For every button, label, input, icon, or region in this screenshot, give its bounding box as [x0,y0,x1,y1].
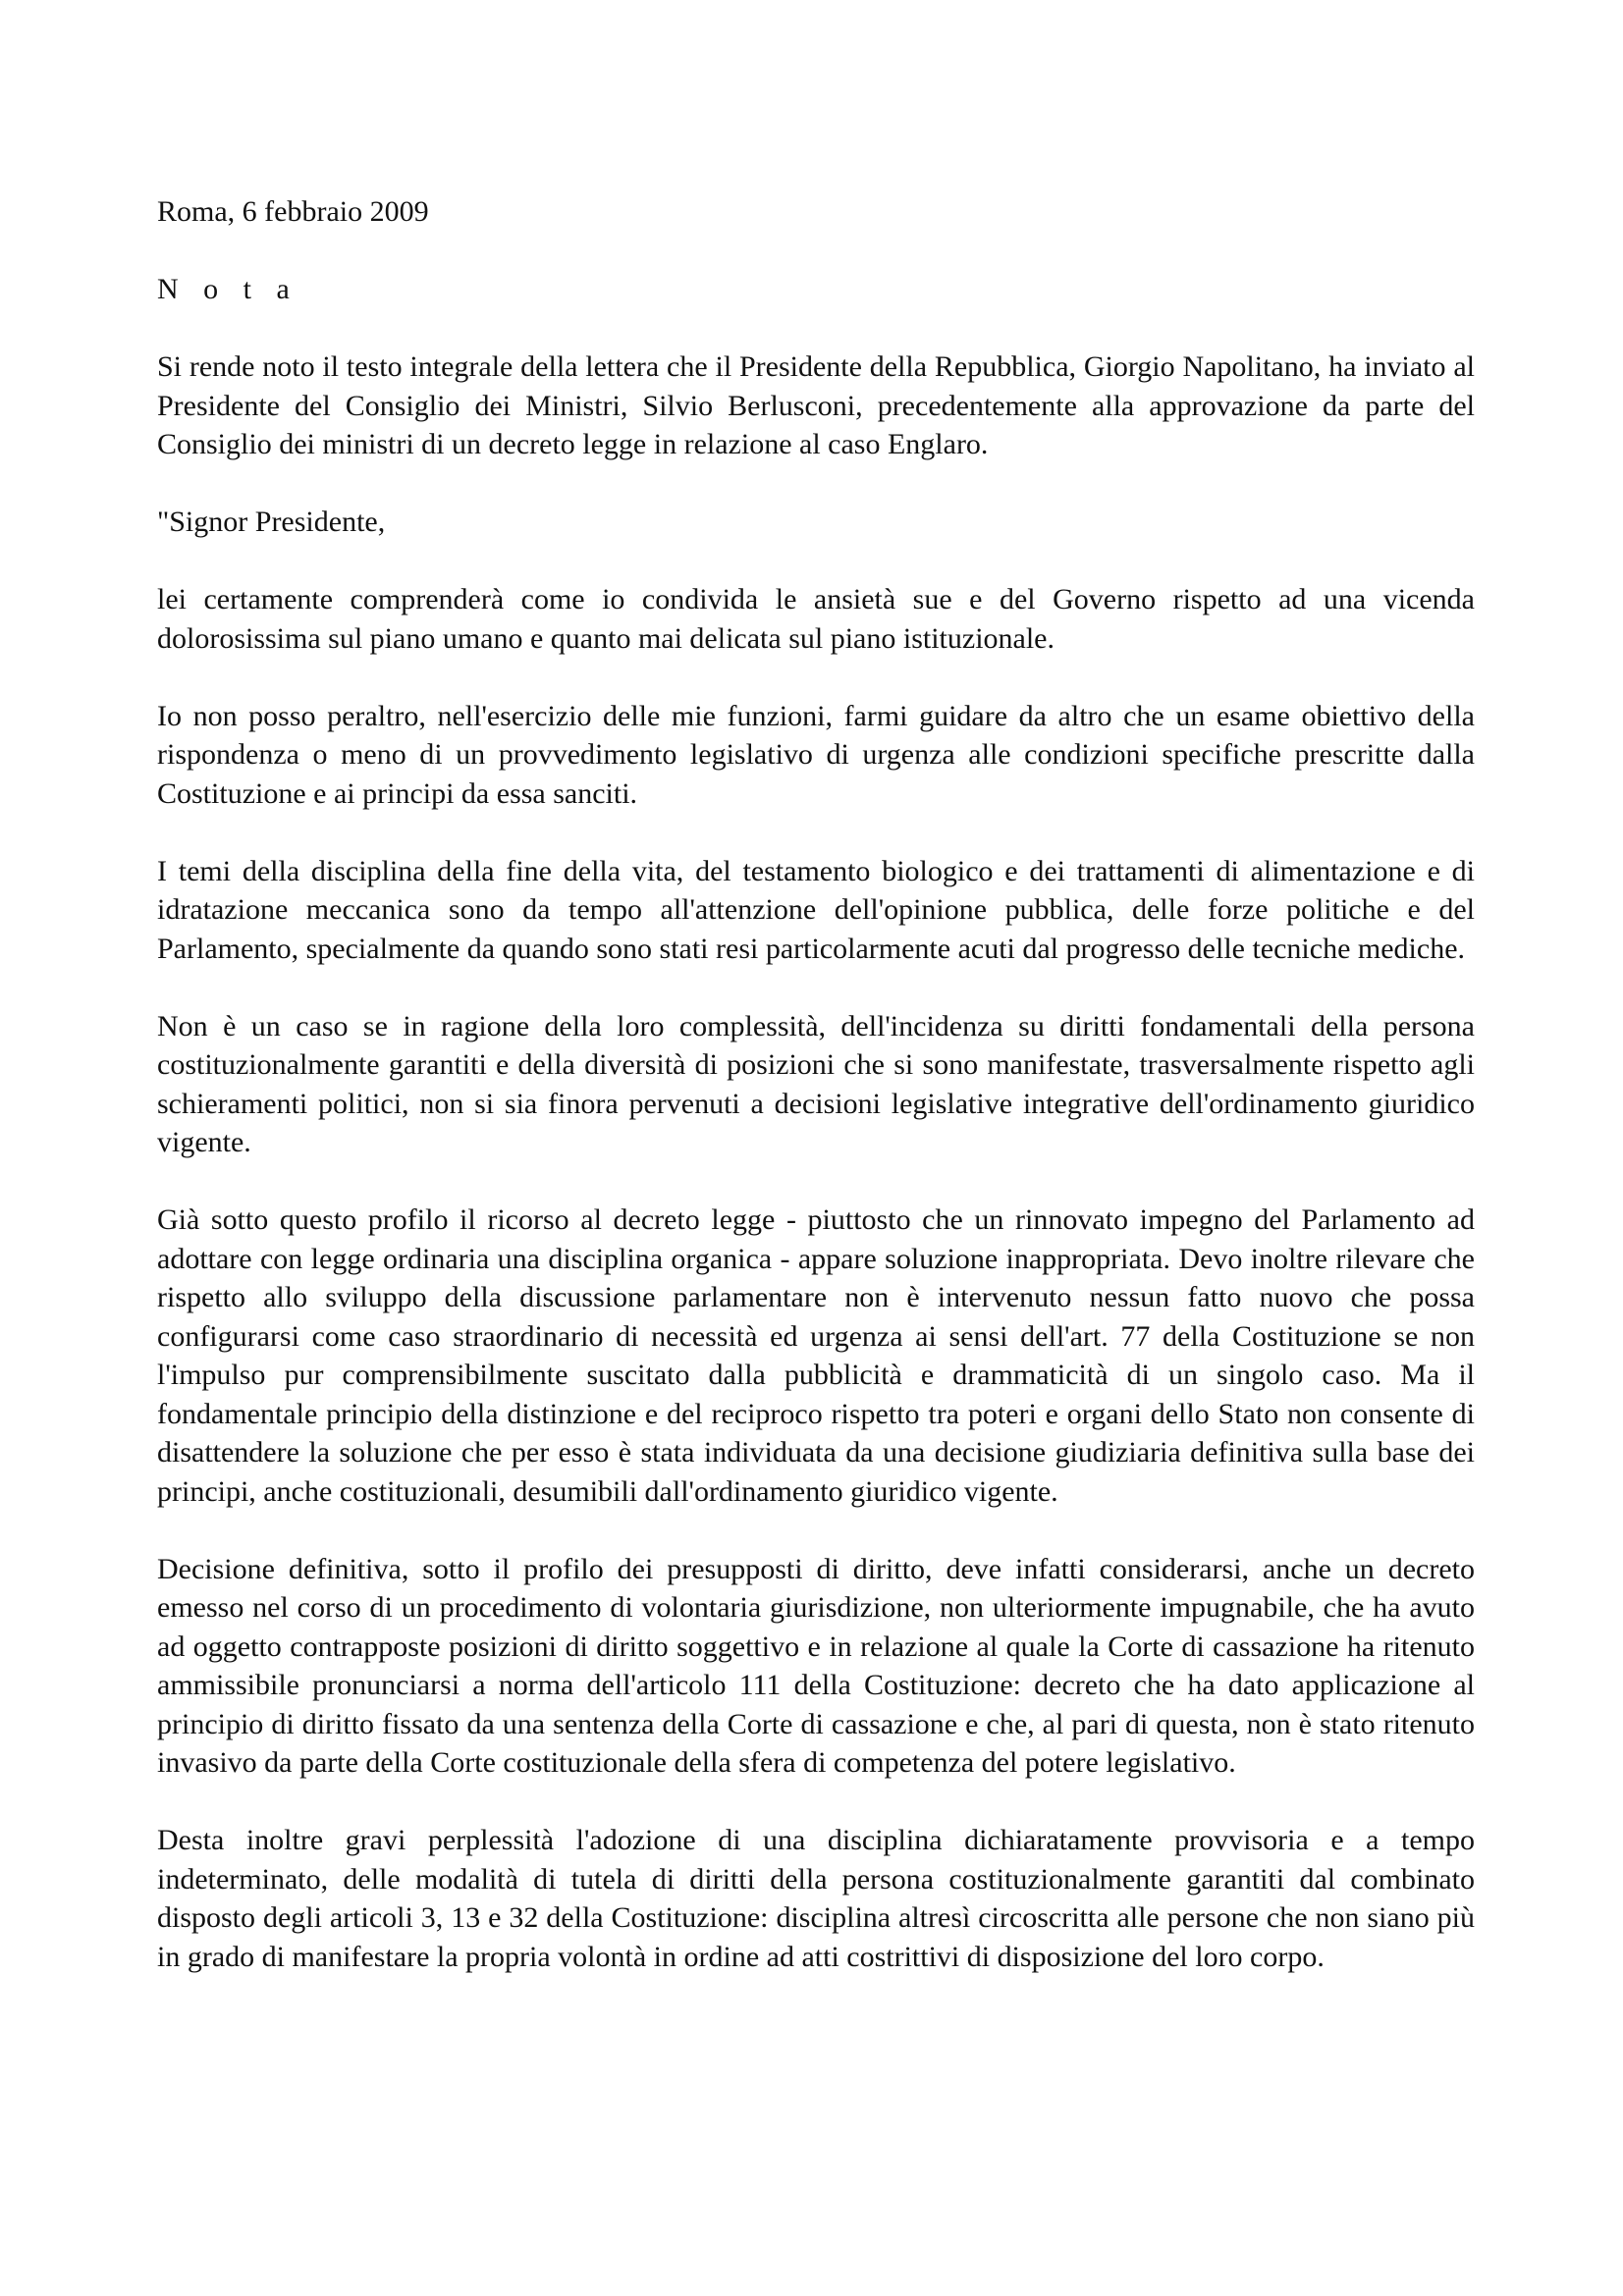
body-paragraph: Desta inoltre gravi perplessità l'adozione di una disciplina dichiaratamente provvisoria e a tempo indeterminato, delle modalità di tutela di diritti della persona costituzionalmente garantiti dal combinato disposto degli articoli 3, 13 e 32 della Costituzione: disciplina altresì circoscritta alle persone che non siano più in grado di manifestare la propria volontà in ordine ad atti costrittivi di disposizione del loro corpo. [157,1824,1475,1973]
body-paragraph: lei certamente comprenderà come io condivida le ansietà sue e del Governo rispetto ad una vicenda dolorosissima sul piano umano e quanto mai delicata sul piano istituzionale. [157,583,1475,655]
letter-page [157,192,1475,1976]
body-paragraph: Non è un caso se in ragione della loro complessità, dell'incidenza su diritti fondamentali della persona costituzionalmente garantiti e della diversità di posizioni che si sono manifestate, trasversalmente rispetto agli schieramenti politici, non si sia finora pervenuti a decisioni legislative integrative dell'ordinamento giuridico vigente. [157,1009,1475,1158]
body-paragraph: Decisione definitiva, sotto il profilo dei presupposti di diritto, deve infatti considerarsi, anche un decreto emesso nel corso di un procedimento di volontaria giurisdizione, non ulteriormente impugnabile, che ha avuto ad oggetto contrapposte posizioni di diritto soggettivo e in relazione al quale la Corte di cassazione ha ritenuto ammissibile pronunciarsi a norma dell'articolo 111 della Costituzione: decreto che ha dato applicazione al principio di diritto fissato da una sentenza della Corte di cassazione e che, al pari di questa, non è stato ritenuto invasivo da parte della Corte costituzionale della sfera di competenza del potere legislativo. [157,1552,1475,1779]
salutation: "Signor Presidente, [157,506,386,538]
note-heading: N o t a [157,273,298,305]
intro-paragraph: Si rende noto il testo integrale della lettera che il Presidente della Repubblica, Giorgio Napolitano, ha inviato al Presidente del Consiglio dei Ministri, Silvio Berlusconi, precedentemente alla approvazione da parte del Consiglio dei ministri di un decreto legge in relazione al caso Englaro. [157,350,1475,460]
body-paragraph: I temi della disciplina della fine della vita, del testamento biologico e dei trattamenti di alimentazione e di idratazione meccanica sono da tempo all'attenzione dell'opinione pubblica, delle forze politiche e del Parlamento, specialmente da quando sono stati resi particolarmente acuti dal progresso delle tecniche mediche. [157,854,1475,965]
body-paragraph: Io non posso peraltro, nell'esercizio delle mie funzioni, farmi guidare da altro che un esame obiettivo della rispondenza o meno di un provvedimento legislativo di urgenza alle condizioni specifiche prescritte dalla Costituzione e ai principi da essa sanciti. [157,699,1475,810]
body-paragraph: Già sotto questo profilo il ricorso al decreto legge - piuttosto che un rinnovato impegno del Parlamento ad adottare con legge ordinaria una disciplina organica - appare soluzione inappropriata. Devo inoltre rilevare che rispetto allo sviluppo della discussione parlamentare non è intervenuto nessun fatto nuovo che possa configurarsi come caso straordinario di necessità ed urgenza ai sensi dell'art. 77 della Costituzione se non l'impulso pur comprensibilmente suscitato dalla pubblicità e drammaticità di un singolo caso. Ma il fondamentale principio della distinzione e del reciproco rispetto tra poteri e organi dello Stato non consente di disattendere la soluzione che per esso è stata individuata da una decisione giudiziaria definitiva sulla base dei principi, anche costituzionali, desumibili dall'ordinamento giuridico vigente. [157,1203,1475,1508]
date-line: Roma, 6 febbraio 2009 [157,195,429,228]
